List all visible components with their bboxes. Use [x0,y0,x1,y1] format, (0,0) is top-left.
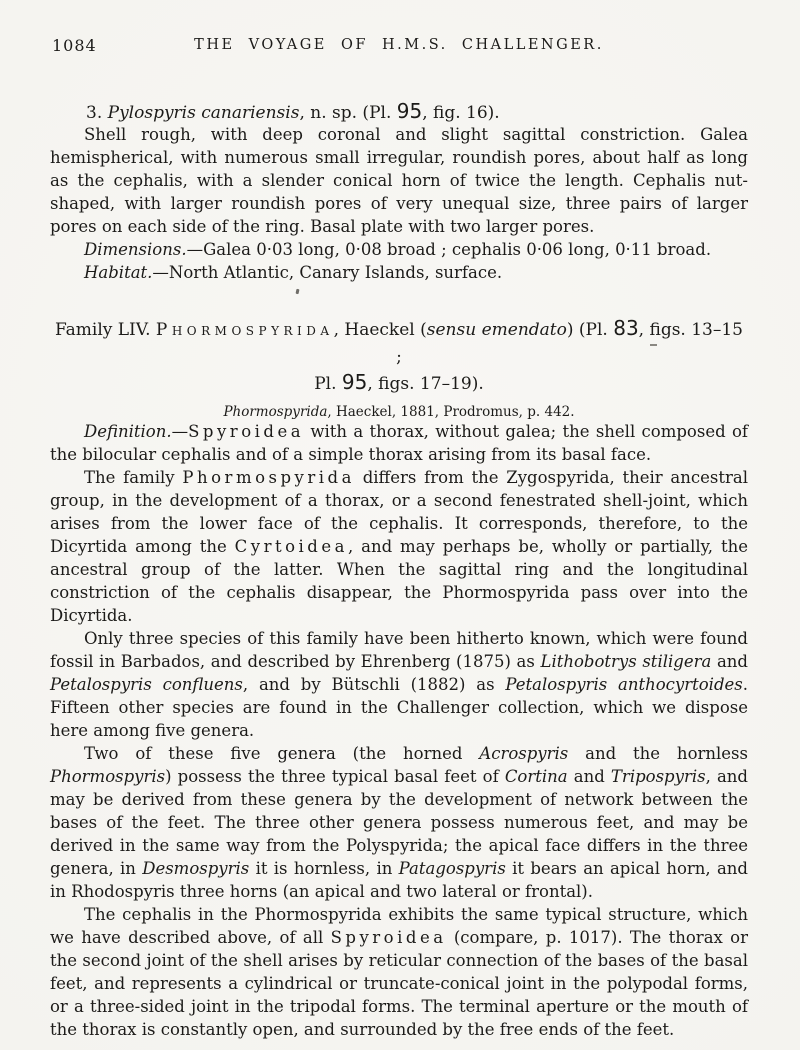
text-segment: The family [84,468,183,487]
body-paragraph-2 [50,627,748,742]
text-segment: 95 [396,99,423,123]
text-segment: , and by Bütschli (1882) as [242,675,506,694]
text-segment: Spyroidea [330,928,447,947]
text-segment: it bears an apical horn, and in Rhodospyris three horns (an apical and two lateral or frontal). [50,859,748,901]
body-paragraph-4 [50,903,748,1041]
text-segment: . Fifteen other species are found in the Challenger collection, which we dispose here among five genera. [50,675,748,740]
text-segment: The cephalis in the Phormospyrida exhibits the same typical structure, which we have described above, of all [50,905,748,947]
text-segment: Patagospyris [398,859,506,878]
page-number: 1084 [52,36,97,55]
text-segment: Petalospyris anthocyrtoides [505,675,743,694]
text-segment: , figs. 17–19). [367,374,484,394]
text-segment: — [171,422,189,441]
text-segment: Cortina [504,767,568,786]
family-heading-line-2 [50,371,748,398]
family-citation [50,404,748,420]
text-segment: Two of these five genera (the horned [84,744,480,763]
text-segment: Lithobotrys stiligera [540,652,712,671]
page-header [50,36,748,56]
text-segment: with a thorax, without galea; the shell composed of the bilocular cephalis and of a simple thorax arising from its basal face. [50,422,748,464]
text-segment: , fig. 16). [422,103,500,123]
text-segment: —North Atlantic, Canary Islands, surface. [152,263,503,282]
text-segment: ) possess the three typical basal feet of [165,767,505,786]
dimensions-line [50,238,748,261]
text-segment: Habitat. [84,263,153,282]
habitat-line [50,261,748,284]
text-segment: Desmospyris [142,859,250,878]
text-segment: Shell rough, with deep coronal and slight sagittal constriction. Galea hemispherical, with numerous small irregular, roundish pores, about half as long as the cephalis, with a slender conical horn of twice the length. Cephalis nut-shaped, with larger roundish pores of very unequal size, three pairs of larger pores on each side of the ring. Basal plate with two larger pores. [50,125,748,236]
text-segment: , n. sp. (Pl. [299,103,397,123]
text-segment: Petalospyris confluens [50,675,243,694]
text-segment: sensu emendato [426,320,567,340]
definition-paragraph [50,420,748,466]
text-segment: Pylospyris canariensis [107,103,300,123]
scan-artifact-dot [296,289,300,295]
text-segment: Tripospyris [610,767,706,786]
scan-artifact-dash [650,344,657,346]
text-segment: differs from the Zygospyrida, their ancestral group, in the development of a thorax, or a second fenestrated shell-joint, which arises from the lower face of the cephalis. It corresponds, therefore, to the Dicyrtida among the [50,468,748,556]
text-segment: —Galea 0·03 long, 0·08 broad ; cephalis 0·06 long, 0·11 broad. [186,240,712,259]
text-segment: Acrospyris [479,744,569,763]
species-heading [86,99,748,123]
text-segment: Phormospyrida [182,468,355,487]
text-segment: Only three species of this family have been hitherto known, which were found fossil in Barbados, and described by Ehrenberg (1875) as [50,629,748,671]
text-segment: 95 [341,370,368,394]
text-segment: ) (Pl. [566,320,614,340]
text-segment: Definition. [84,422,172,441]
running-title: THE VOYAGE OF H.M.S. CHALLENGER. [194,37,604,53]
text-segment: , and may be derived from these genera by the development of network between the bases of the feet. The three other genera possess numerous feet, and may be derived in the same way from the Polyspyrida; the apical face differs in the three genera, in [50,767,748,878]
text-segment: Phormospyrida [155,320,334,340]
text-segment: , figs. 13–15 ; [396,320,743,367]
text-segment: , Haeckel ( [333,320,427,340]
text-segment: Dimensions. [84,240,187,259]
text-segment: and [711,652,748,671]
text-segment: Spyroidea [188,422,305,441]
text-segment: , and may perhaps be, wholly or partially, the ancestral group of the latter. When the sagittal ring and the longitudinal constriction of the cephalis disappear, the Phormospyrida pass over into the Dicyrtida. [50,537,748,625]
text-segment: and the hornless [568,744,748,763]
text-segment: , Haeckel, 1881, Prodromus, p. 442. [327,404,575,420]
body-paragraph-1 [50,466,748,627]
body-paragraph-3 [50,742,748,903]
text-segment: Phormospyris [50,767,166,786]
text-segment: it is hornless, in [249,859,399,878]
text-segment: and [567,767,611,786]
text-segment: Cyrtoidea [234,537,348,556]
text-segment: Pl. [314,374,342,394]
family-heading [50,317,748,398]
text-segment: (compare, p. 1017). The thorax or the second joint of the shell arises by reticular connection of the bases of the basal feet, and represents a cylindrical or truncate-conical joint in the polypodal forms, or a three-sided joint in the tripodal forms. The terminal aperture or the mouth of the thorax is constantly open, and surrounded by the free ends of the feet. [50,928,748,1039]
species-description [50,123,748,238]
text-segment: 83 [613,316,639,340]
family-heading-line-1 [50,317,748,371]
text-segment: Phormospyrida [223,404,328,420]
text-segment: Family LIV. [54,320,156,340]
text-segment: 3. [86,103,108,123]
